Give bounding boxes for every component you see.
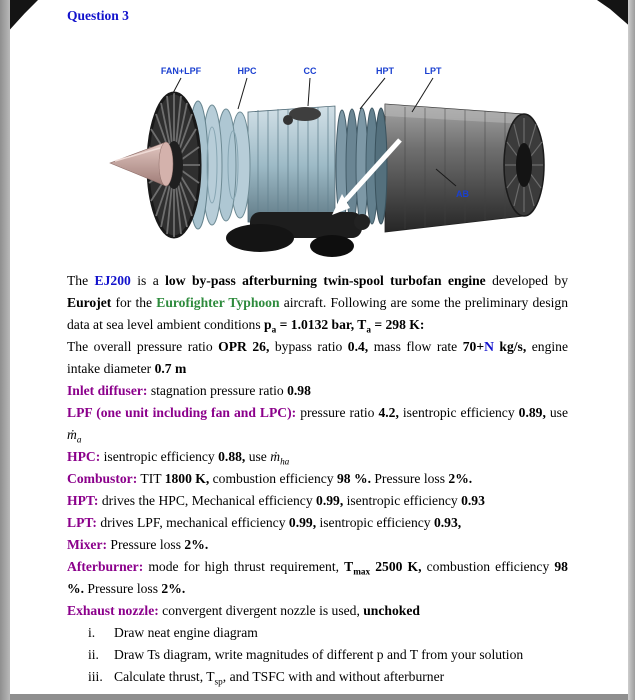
question-paragraph (67, 402, 568, 446)
text-run: p (264, 317, 272, 332)
scan-edge-left (0, 0, 10, 700)
text-run: unchoked (363, 603, 420, 618)
text-run: 0.99, (288, 515, 317, 530)
text-run: 1800 K, (164, 471, 210, 486)
text-run: HPC: (67, 449, 101, 464)
list-text (114, 644, 568, 666)
text-run: for the (111, 295, 157, 310)
text-run: 0.98 (287, 383, 311, 398)
text-run: ṁ (67, 427, 77, 442)
text-run: 0.93 (461, 493, 485, 508)
question-paragraph (67, 490, 568, 512)
text-run: N (484, 339, 494, 354)
text-run: , and TSFC with and without afterburner (222, 669, 445, 684)
list-number: ii. (88, 647, 99, 662)
nozzle-face (504, 114, 544, 216)
text-run: 98 %. (336, 471, 371, 486)
text-run: Draw neat engine diagram (114, 625, 258, 640)
text-run: ha (280, 456, 290, 467)
text-run: combustion efficiency (421, 559, 555, 574)
text-run: 98 %. (67, 559, 568, 596)
text-run: Combustor: (67, 471, 138, 486)
question-paragraph (67, 556, 568, 600)
question-paragraph (67, 534, 568, 556)
question-paragraph (67, 270, 568, 336)
text-run: kg/s, (493, 339, 527, 354)
scan-edge-bottom (0, 694, 635, 700)
question-text (67, 270, 568, 688)
text-run: 70+ (462, 339, 485, 354)
task-list-item (67, 622, 568, 644)
text-run: mass flow rate (368, 339, 463, 354)
scan-edge-right (628, 0, 635, 700)
text-run: HPT: (67, 493, 99, 508)
text-run: use (245, 449, 271, 464)
text-run: isentropic efficiency (316, 515, 434, 530)
text-run: isentropic efficiency (100, 449, 219, 464)
text-run: LPT: (67, 515, 97, 530)
text-run: convergent divergent nozzle is used, (158, 603, 364, 618)
text-run: Exhaust nozzle: (67, 603, 159, 618)
text-run: Inlet diffuser: (67, 383, 148, 398)
text-run: sp (214, 676, 223, 687)
list-number: iii. (88, 669, 103, 684)
text-run: a (271, 324, 277, 335)
text-run: 2500 K, (370, 559, 422, 574)
text-run: bypass ratio (269, 339, 348, 354)
list-number: i. (88, 625, 96, 640)
text-run: Eurojet (67, 295, 112, 310)
text-run: The (67, 273, 95, 288)
question-paragraph (67, 512, 568, 534)
text-run: EJ200 (94, 273, 131, 288)
text-run: isentropic efficiency (343, 493, 462, 508)
text-run: OPR 26, (218, 339, 270, 354)
text-run: The overall pressure ratio (67, 339, 219, 354)
compressor-casing (248, 106, 335, 226)
spinner-cone (110, 142, 173, 186)
text-run: pressure ratio (296, 405, 379, 420)
text-run: a (76, 434, 82, 445)
text-run: 0.99, (316, 493, 344, 508)
text-run: TIT (137, 471, 165, 486)
label-ab: AB (456, 189, 469, 199)
text-run: mode for high thrust requirement, (143, 559, 345, 574)
text-run: 0.88, (218, 449, 246, 464)
text-run: is a (130, 273, 166, 288)
text-run: Pressure loss (84, 581, 162, 596)
text-run: Calculate thrust, T (114, 669, 215, 684)
text-run: aircraft. Following are some the preliminary design data at sea level ambient conditions (67, 295, 568, 332)
text-run: stagnation pressure ratio (147, 383, 288, 398)
task-list-item (67, 644, 568, 666)
text-run: low by-pass afterburning twin-spool turbofan engine (165, 273, 486, 288)
engine-svg (100, 62, 560, 268)
afterburner-casing (385, 104, 524, 232)
text-run: Pressure loss (370, 471, 449, 486)
text-run: isentropic efficiency (398, 405, 519, 420)
scan-corner-top-left (10, 0, 38, 32)
text-run: 0.7 m (154, 361, 187, 376)
text-run: use (545, 405, 568, 420)
label-lpt: LPT (424, 66, 442, 76)
text-run: ṁ (270, 449, 281, 464)
scan-corner-top-right (597, 0, 628, 28)
label-hpc: HPC (237, 66, 257, 76)
task-list-item (67, 666, 568, 688)
question-paragraph (67, 336, 568, 380)
question-paragraph (67, 468, 568, 490)
label-hpt: HPT (376, 66, 394, 76)
question-heading: Question 3 (67, 8, 129, 23)
text-run: drives LPF, mechanical efficiency (96, 515, 289, 530)
label-cc: CC (303, 66, 317, 76)
text-run: LPF (one unit including fan and LPC): (67, 405, 297, 420)
text-run: combustion efficiency (209, 471, 337, 486)
text-run: Afterburner: (67, 559, 144, 574)
text-run: engine intake diameter (67, 339, 568, 376)
text-run: developed by (485, 273, 568, 288)
engine-figure (100, 62, 560, 268)
text-run: Pressure loss (107, 537, 185, 552)
text-run: 2%. (448, 471, 473, 486)
text-run: = 298 K: (370, 317, 425, 332)
list-text (114, 666, 568, 688)
question-paragraph (67, 600, 568, 622)
text-run: max (353, 566, 371, 577)
question-paragraph (67, 446, 568, 468)
text-run: Mixer: (67, 537, 107, 552)
label-fan-lpf: FAN+LPF (160, 66, 202, 76)
text-run: 0.93, (433, 515, 462, 530)
text-run: = 1.0132 bar, T (276, 317, 367, 332)
text-run: 0.4, (347, 339, 369, 354)
text-run: 2%. (161, 581, 186, 596)
text-run: a (366, 324, 371, 335)
text-run: 2%. (184, 537, 209, 552)
text-run: 4.2, (378, 405, 399, 420)
text-run: T (344, 559, 354, 574)
text-run: drives the HPC, Mechanical efficiency (98, 493, 317, 508)
text-run: 0.89, (518, 405, 546, 420)
list-text (114, 622, 568, 644)
text-run: Eurofighter Typhoon (156, 295, 280, 310)
question-paragraph (67, 380, 568, 402)
text-run: Draw Ts diagram, write magnitudes of different p and T from your solution (114, 647, 524, 662)
